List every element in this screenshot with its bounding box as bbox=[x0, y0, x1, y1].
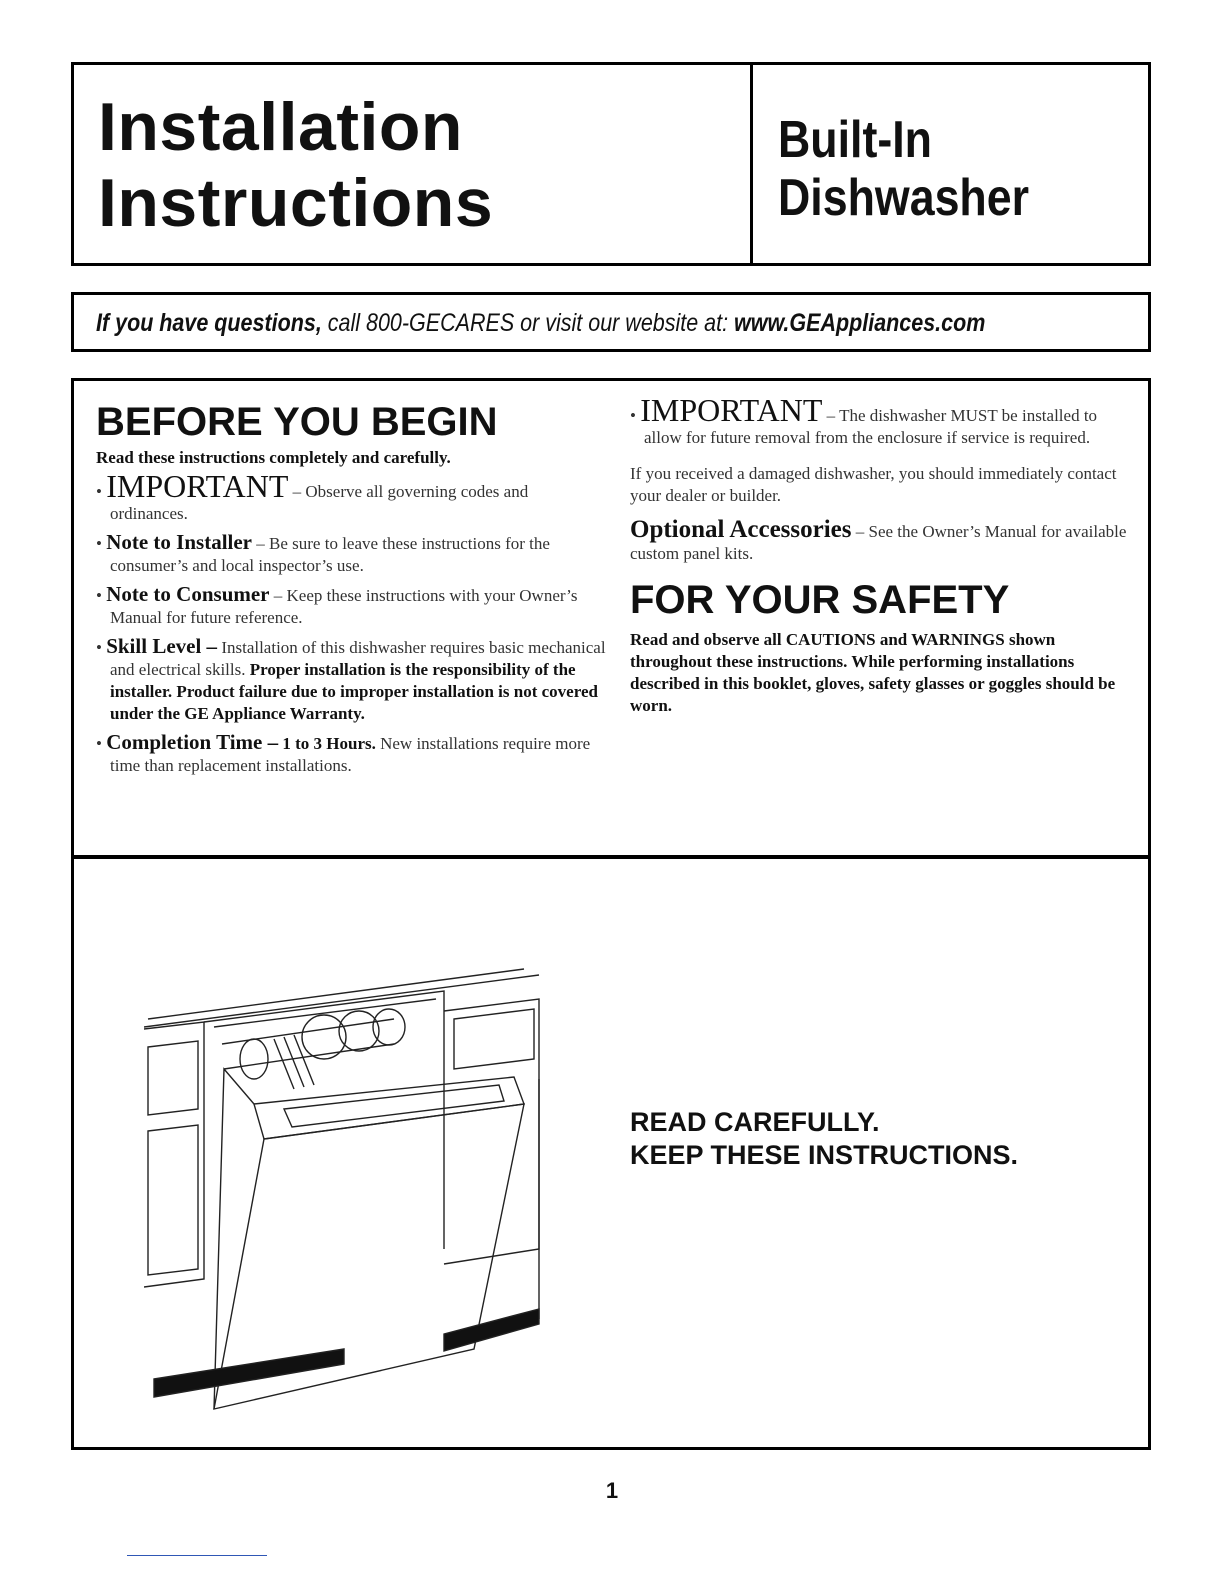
installer-text: – Be sure to leave these instructions for the consumer’s and local inspector’s use. bbox=[110, 534, 550, 575]
time-text: New installations require more time than replacement installations. bbox=[110, 734, 591, 775]
notice-line-1: READ CAREFULLY. bbox=[630, 1107, 880, 1137]
page-number: 1 bbox=[605, 1478, 619, 1503]
before-you-begin-heading: BEFORE YOU BEGIN bbox=[96, 400, 498, 444]
consumer-label: Note to Consumer bbox=[106, 582, 270, 606]
time-label: Completion Time – bbox=[106, 730, 279, 754]
before-you-begin-column bbox=[96, 399, 606, 783]
right-column bbox=[630, 392, 1135, 723]
product-line-2: Dishwasher bbox=[778, 169, 1030, 227]
title-header bbox=[71, 62, 1151, 266]
installer-label: Note to Installer bbox=[106, 530, 253, 554]
banner-body: call 800-GECARES or visit our website at: bbox=[321, 309, 735, 337]
important-text: – Observe all governing codes and ordinances. bbox=[110, 482, 529, 523]
document-title bbox=[98, 89, 493, 241]
time-bold: 1 to 3 Hours. bbox=[278, 734, 376, 753]
important-removal-item: • IMPORTANT – The dishwasher MUST be installed to allow for future removal from the enclosure if service is required. bbox=[630, 392, 1098, 447]
damaged-dishwasher-text: If you received a damaged dishwasher, you should immediately contact your dealer or builder. bbox=[630, 464, 1117, 505]
right-important-label: IMPORTANT bbox=[640, 392, 823, 428]
content-section bbox=[71, 378, 1151, 858]
skill-bold-text: Proper installation is the responsibility of the installer. Product failure due to improper installation is not covered under the GE Appliance Warranty. bbox=[110, 660, 598, 723]
skill-label: Skill Level – bbox=[106, 634, 218, 658]
product-line-1: Built-In bbox=[778, 111, 932, 169]
consumer-text: – Keep these instructions with your Owner’s Manual for future reference. bbox=[110, 586, 578, 627]
skill-level-item: • Skill Level – Installation of this dishwasher requires basic mechanical and electrical skills. Proper installation is the responsibility of the installer. Product failure due to improper installation is not covered under the GE Appliance Warranty. bbox=[96, 634, 606, 723]
website-link[interactable]: www.GEAppliances.com bbox=[734, 309, 986, 337]
title-line-2: Instructions bbox=[98, 165, 494, 241]
dishwasher-illustration bbox=[144, 919, 544, 1419]
product-title bbox=[778, 111, 1029, 227]
safety-text: Read and observe all CAUTIONS and WARNINGS shown throughout these instructions. While performing installations described in this booklet, gloves, safety glasses or goggles should be worn. bbox=[630, 630, 1116, 715]
questions-banner bbox=[71, 292, 1151, 352]
optional-accessories-item bbox=[630, 516, 1135, 565]
important-observe-item: • IMPORTANT – Observe all governing codes and ordinances. bbox=[96, 468, 529, 523]
banner-lead: If you have questions, bbox=[96, 309, 322, 337]
accessories-text: – See the Owner’s Manual for available custom panel kits. bbox=[630, 522, 1127, 563]
note-installer-item: • Note to Installer – Be sure to leave these instructions for the consumer’s and local inspector’s use. bbox=[96, 530, 550, 575]
skill-text: Installation of this dishwasher requires basic mechanical and electrical skills. bbox=[110, 638, 606, 679]
banner-text bbox=[96, 309, 985, 338]
read-carefully-notice bbox=[630, 1106, 1018, 1172]
notice-line-2: KEEP THESE INSTRUCTIONS. bbox=[630, 1140, 1019, 1170]
accessories-label: Optional Accessories bbox=[630, 516, 852, 543]
safety-heading: FOR YOUR SAFETY bbox=[630, 578, 1010, 622]
important-label: IMPORTANT bbox=[106, 468, 289, 504]
before-intro: Read these instructions completely and carefully. bbox=[96, 448, 451, 467]
header-divider bbox=[750, 65, 753, 263]
completion-time-item: • Completion Time – 1 to 3 Hours. New installations require more time than replacement installations. bbox=[96, 730, 591, 775]
right-important-text: – The dishwasher MUST be installed to allow for future removal from the enclosure if service is required. bbox=[644, 406, 1098, 447]
illustration-section bbox=[71, 856, 1151, 1450]
title-line-1: Installation bbox=[98, 89, 463, 165]
note-consumer-item: • Note to Consumer – Keep these instructions with your Owner’s Manual for future reference. bbox=[96, 582, 578, 627]
footer-link-underline bbox=[127, 1555, 267, 1556]
